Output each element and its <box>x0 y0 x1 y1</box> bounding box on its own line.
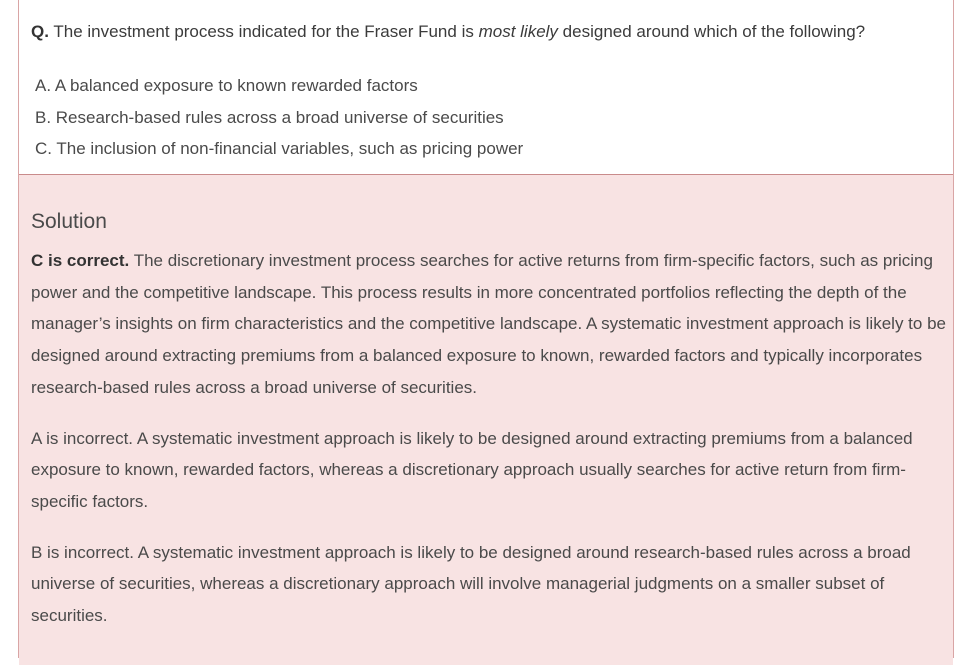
correct-text: The discretionary investment process searches for active returns from firm-specific factors, such as pricing power and the competitive landscape. This process results in more concentrated portfolios reflecting the depth of the manager’s insights on firm characteristics and the competitive landscape. A systematic investment approach is likely to be designed around extracting premiums from a balanced exposure to known, rewarded factors and typically incorporates research-based rules across a broad universe of securities. <box>31 251 946 397</box>
solution-section <box>19 175 953 665</box>
option-c: C. The inclusion of non-financial variables, such as pricing power <box>35 139 524 158</box>
question-text <box>31 20 865 44</box>
question-emphasis: most likely <box>478 22 558 41</box>
question-card <box>18 0 954 658</box>
correct-lead: C is correct. <box>31 251 130 270</box>
question-text-after: designed around which of the following? <box>562 22 866 41</box>
solution-title: Solution <box>31 210 107 233</box>
option-b: B. Research-based rules across a broad universe of securities <box>35 107 504 127</box>
option-a-explanation: A is incorrect. A systematic investment approach is likely to be designed around extracting premiums from a balanced exposure to known, rewarded factors, whereas a discretionary approach usually searches for active return from firm-specific factors. <box>31 428 913 511</box>
option-b-explanation: B is incorrect. A systematic investment approach is likely to be designed around research-based rules across a broad universe of securities, whereas a discretionary approach will involve managerial judgments on a smaller subset of securities. <box>31 542 911 626</box>
solution-body <box>31 245 947 651</box>
correct-explanation <box>31 245 947 404</box>
question-text-before: The investment process indicated for the Fraser Fund is <box>53 22 474 41</box>
answer-options <box>35 70 523 165</box>
question-prefix: Q. <box>31 22 49 41</box>
option-a: A. A balanced exposure to known rewarded factors <box>35 76 418 95</box>
question-section <box>19 0 953 175</box>
